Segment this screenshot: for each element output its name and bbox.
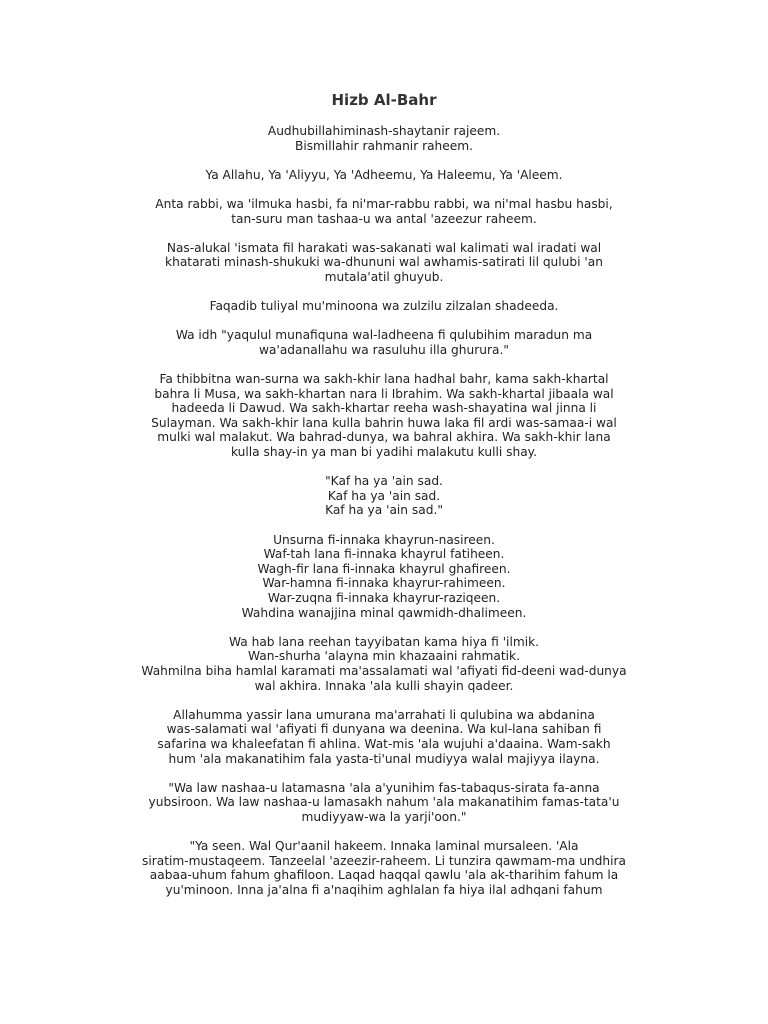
- paragraph: [100, 197, 668, 226]
- text-line: Wa hab lana reehan tayyibatan kama hiya fi 'ilmik.: [228, 634, 540, 649]
- text-line: Waf-tah lana fi-innaka khayrul fatiheen.: [263, 547, 505, 562]
- text-line: wal akhira. Innaka 'ala kulli shayin qadeer.: [254, 678, 514, 693]
- text-line: Wahmilna biha hamlal karamati ma'assalamati wal 'afiyati fid-deeni wad-dunya: [141, 663, 627, 678]
- text-line: khatarati minash-shukuki wa-dhununi wal awhamis-satirati lil qulubi 'an: [165, 255, 603, 270]
- paragraph: [100, 168, 668, 183]
- text-line: mudiyyaw-wa la yarji'oon.": [301, 809, 467, 824]
- text-line: yubsiroon. Wa law nashaa-u lamasakh nahum 'ala makanatihim famas-tata'u: [148, 795, 620, 810]
- text-line: Wagh-fir lana fi-innaka khayrul ghafireen.: [257, 561, 511, 576]
- paragraph: [100, 635, 668, 693]
- text-line: Wan-shurha 'alayna min khazaaini rahmatik.: [248, 649, 520, 664]
- document-title: Hizb Al-Bahr: [331, 91, 437, 109]
- text-line: Bismillahir rahmanir raheem.: [294, 138, 474, 153]
- text-line: mulki wal malakut. Wa bahrad-dunya, wa bahral akhira. Wa sakh-khir lana: [157, 430, 611, 445]
- text-line: Nas-alukal 'ismata fil harakati was-sakanati wal kalimati wal iradati wal: [166, 240, 602, 255]
- text-line: safarina wa khaleefatan fi ahlina. Wat-mis 'ala wujuhi a'daaina. Wam-sakh: [157, 736, 611, 751]
- paragraph: [100, 474, 668, 518]
- text-line: Unsurna fi-innaka khayrun-nasireen.: [273, 532, 495, 547]
- paragraph: [100, 708, 668, 766]
- paragraph: [100, 124, 668, 153]
- paragraph: [100, 299, 668, 314]
- text-line: wa'adanallahu wa rasuluhu illa ghurura.": [259, 342, 509, 357]
- paragraph: [100, 781, 668, 825]
- text-line: hadeeda li Dawud. Wa sakh-khartar reeha wash-shayatina wal jinna li: [171, 401, 597, 416]
- paragraph: [100, 328, 668, 357]
- text-line: Allahumma yassir lana umurana ma'arrahati li qulubina wa abdanina: [173, 707, 595, 722]
- text-line: Anta rabbi, wa 'ilmuka hasbi, fa ni'mar-rabbu rabbi, wa ni'mal hasbu hasbi,: [155, 196, 613, 211]
- text-line: "Wa law nashaa-u latamasna 'ala a'yunihim fas-tabaqus-sirata fa-anna: [168, 780, 600, 795]
- paragraph: [100, 533, 668, 621]
- text-line: Fa thibbitna wan-surna wa sakh-khir lana hadhal bahr, kama sakh-khartal: [159, 372, 609, 387]
- text-line: "Kaf ha ya 'ain sad.: [325, 474, 443, 489]
- text-line: Ya Allahu, Ya 'Aliyyu, Ya 'Adheemu, Ya Haleemu, Ya 'Aleem.: [205, 167, 563, 182]
- text-line: Wa idh "yaqulul munafiquna wal-ladheena fi qulubihim maradun ma: [175, 328, 593, 343]
- text-line: Wahdina wanajjina minal qawmidh-dhalimeen.: [241, 605, 527, 620]
- text-line: Kaf ha ya 'ain sad.": [325, 503, 443, 518]
- text-line: kulla shay-in ya man bi yadihi malakutu kulli shay.: [230, 445, 538, 460]
- paragraph: [100, 241, 668, 285]
- text-line: Kaf ha ya 'ain sad.: [327, 488, 441, 503]
- text-line: Faqadib tuliyal mu'minoona wa zulzilu zilzalan shadeeda.: [209, 299, 559, 314]
- text-line: was-salamati wal 'afiyati fi dunyana wa deenina. Wa kul-lana sahiban fi: [166, 722, 602, 737]
- paragraph: [100, 839, 668, 897]
- text-line: hum 'ala makanatihim fala yasta-ti'unal mudiyya walal majiyya ilayna.: [168, 751, 600, 766]
- text-line: War-zuqna fi-innaka khayrur-raziqeen.: [267, 591, 501, 605]
- text-line: Audhubillahiminash-shaytanir rajeem.: [267, 124, 501, 138]
- text-line: War-hamna fi-innaka khayrur-rahimeen.: [262, 576, 506, 591]
- text-line: mutala'atil ghuyub.: [324, 269, 444, 284]
- text-line: aabaa-uhum fahum ghafiloon. Laqad haqqal qawlu 'ala ak-tharihim fahum la: [149, 868, 619, 883]
- text-line: tan-suru man tashaa-u wa antal 'azeezur raheem.: [231, 211, 537, 226]
- document-body: [100, 124, 668, 912]
- paragraph: [100, 372, 668, 460]
- text-line: yu'minoon. Inna ja'alna fi a'naqihim aghlalan fa hiya ilal adhqani fahum: [165, 882, 603, 897]
- text-line: bahra li Musa, wa sakh-khartan nara li Ibrahim. Wa sakh-khartal jibaala wal: [154, 386, 614, 401]
- text-line: Sulayman. Wa sakh-khir lana kulla bahrin huwa laka fil ardi was-samaa-i wal: [151, 415, 617, 430]
- text-line: siratim-mustaqeem. Tanzeelal 'azeezir-raheem. Li tunzira qawmam-ma undhira: [142, 853, 626, 868]
- text-line: "Ya seen. Wal Qur'aanil hakeem. Innaka laminal mursaleen. 'Ala: [189, 839, 579, 854]
